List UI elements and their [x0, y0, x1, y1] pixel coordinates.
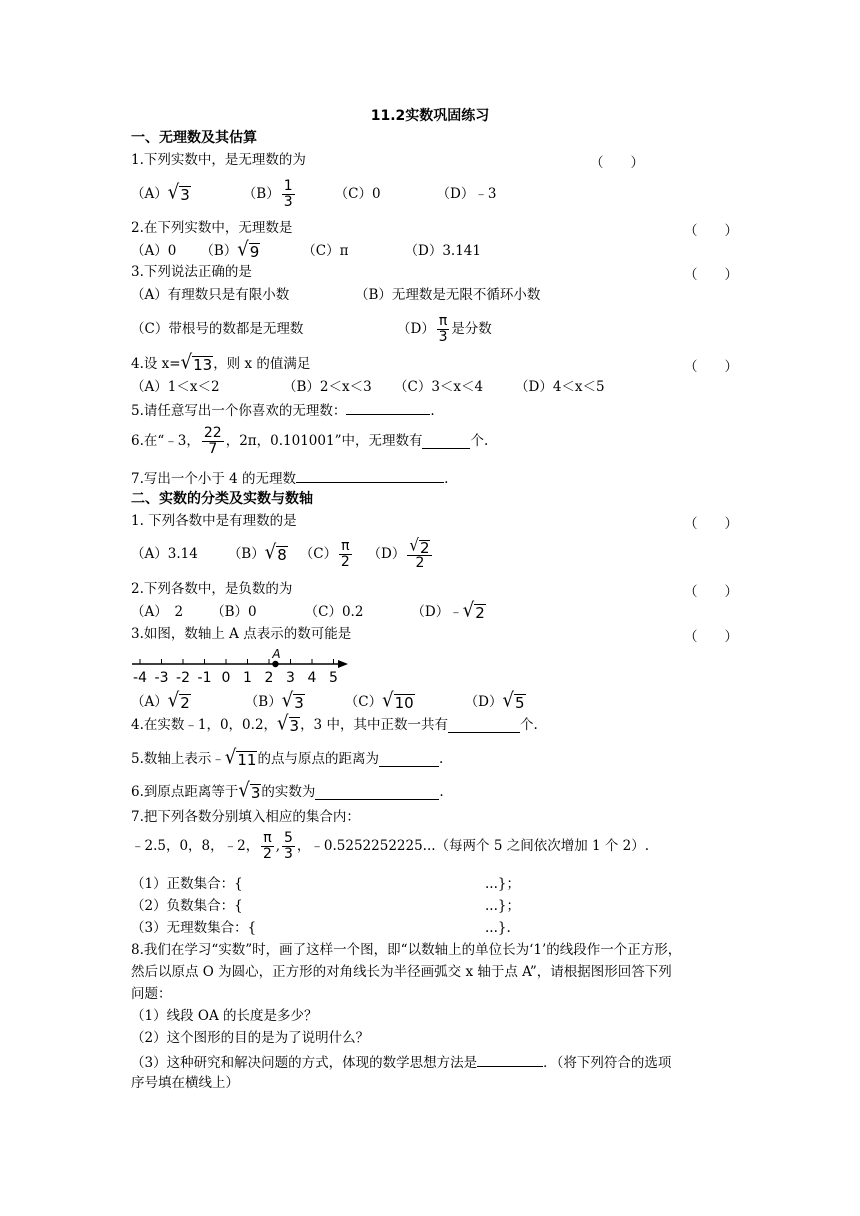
- s2-q8-sub-2: （2）这个图形的目的是为了说明什么？: [131, 1030, 370, 1046]
- s2-q8-sub-1: （1）线段 OA 的长度是多少？: [131, 1008, 318, 1024]
- s2-q3-option-b: （B）: [244, 694, 282, 710]
- number-line-tick-label: 3: [286, 670, 295, 686]
- s1-q3-option-d: （D）: [397, 321, 435, 337]
- sqrt-symbol: √ 2: [167, 688, 190, 712]
- s2-q2-option-b: （B）0: [211, 604, 257, 620]
- sqrt-symbol: √ 9: [237, 237, 260, 261]
- s1-q3-answer-paren: （ ）: [684, 267, 738, 283]
- s1-q2-option-b: （B）: [200, 243, 238, 259]
- number-line-tick-label: -3: [154, 670, 169, 686]
- s2-q3-options: [131, 688, 526, 713]
- number-line: [128, 646, 358, 688]
- answer-blank[interactable]: [422, 434, 470, 449]
- page-title: 11.2实数巩固练习: [370, 108, 490, 124]
- s1-q1-option-d: （D）﹣3: [436, 186, 497, 202]
- fraction-denominator: 2: [415, 554, 425, 571]
- s1-q1-answer-paren: （ ）: [590, 155, 644, 171]
- s2-q3-option-a: （A）: [131, 694, 168, 710]
- s2-q7-set-1-label: （1）正数集合：{: [131, 876, 243, 892]
- s2-q8-sub-3: [131, 1052, 671, 1072]
- sqrt-symbol: √ 11: [224, 745, 257, 769]
- s2-q1-option-c: （C）: [299, 546, 338, 562]
- fraction-numerator: π: [341, 537, 350, 554]
- fraction: [282, 831, 295, 862]
- s1-q7-text: 7.写出一个小于 4 的无理数: [131, 471, 297, 487]
- fraction-denominator: 2: [263, 845, 272, 862]
- answer-blank[interactable]: [379, 752, 439, 767]
- s1-q5: [131, 400, 435, 420]
- s2-q5-pre: 5.数轴上表示﹣: [131, 751, 225, 767]
- s1-q4-stem-post: ，则 x 的值满足: [213, 356, 311, 372]
- fraction: [407, 534, 432, 571]
- s2-q5-end: .: [438, 751, 444, 767]
- s2-q2-stem: 2.下列各数中，是负数的为: [131, 581, 293, 597]
- s1-q7: [131, 468, 448, 488]
- answer-blank[interactable]: [477, 1052, 543, 1067]
- fraction-numerator: π: [263, 829, 272, 846]
- s2-q7-list-post: ，﹣0.5252252225...（每两个 5 之间依次增加 1 个 2）.: [296, 838, 650, 854]
- s1-q1-options: [131, 176, 496, 212]
- sqrt-radicand: 10: [394, 694, 414, 712]
- s1-q1-option-b: （B）: [242, 186, 280, 202]
- sqrt-radicand: 3: [180, 186, 190, 204]
- sqrt-symbol: √ 10: [382, 688, 414, 712]
- s2-q5: [131, 745, 444, 770]
- fraction-denominator: 7: [208, 440, 218, 457]
- fraction: [282, 179, 295, 210]
- fraction-denominator: 2: [340, 553, 350, 570]
- s2-q1-options: [131, 534, 434, 574]
- s1-q4-option-d: （D）4＜x＜5: [515, 379, 605, 395]
- fraction: [339, 539, 351, 570]
- s2-q7-set-3-end: ...}.: [485, 920, 511, 936]
- sqrt-radicand: 11: [237, 751, 257, 769]
- sqrt-radicand: 2: [475, 604, 485, 622]
- s1-q5-text: 5.请任意写出一个你喜欢的无理数：: [131, 403, 347, 419]
- s2-q6-end: .: [439, 784, 444, 800]
- fraction-denominator: 3: [438, 328, 448, 345]
- s1-q2-option-a: （A）0: [131, 243, 177, 259]
- sqrt-symbol: √ 3: [238, 778, 261, 802]
- s2-q7-stem: 7.把下列各数分别填入相应的集合内：: [131, 809, 360, 825]
- s1-q7-end: .: [444, 471, 449, 487]
- sqrt-radicand: 2: [180, 694, 190, 712]
- fraction: [261, 831, 273, 862]
- number-line-point-a: [272, 661, 278, 667]
- s2-q1-stem: 1. 下列各数中是有理数的是: [131, 513, 297, 529]
- number-line-tick-label: 0: [221, 670, 231, 686]
- s1-q3-option-c: （C）带根号的数都是无理数: [131, 321, 304, 337]
- s1-q4-option-b: （B）2＜x＜3: [283, 379, 372, 395]
- number-line-tick-label: 4: [307, 670, 317, 686]
- answer-blank[interactable]: [296, 468, 444, 483]
- s1-q2-options: [131, 237, 481, 262]
- sqrt-radicand: 8: [277, 546, 287, 564]
- section-1-heading: 一、无理数及其估算: [131, 130, 257, 146]
- number-line-tick-label: 5: [329, 670, 338, 686]
- sqrt-radicand: 2: [419, 538, 430, 557]
- fraction: [202, 426, 224, 457]
- s1-q3-option-b: （B）无理数是无限不循环小数: [355, 287, 541, 303]
- s1-q5-end: .: [430, 403, 435, 419]
- sqrt-radicand: 3: [250, 784, 261, 802]
- s2-q1-option-d: （D）: [367, 546, 406, 562]
- s1-q1-option-c: （C）0: [334, 186, 381, 202]
- s2-q1-answer-paren: （ ）: [684, 516, 738, 532]
- s2-q4-end: 个.: [519, 717, 538, 733]
- number-line-tick-label: -1: [197, 670, 212, 686]
- s1-q6-post: ，2π，0.101001”中，无理数有: [225, 433, 423, 449]
- s1-q4-option-a: （A）1＜x＜2: [131, 379, 220, 395]
- number-line-tick-label: -4: [133, 670, 147, 686]
- s2-q8-sub-3-line-2: 序号填在横线上）: [131, 1075, 239, 1091]
- s2-q7-list-pre: ﹣2.5，0，8，﹣2，: [131, 838, 260, 854]
- point-a-label: A: [272, 647, 281, 661]
- answer-blank[interactable]: [346, 400, 430, 415]
- fraction-denominator: 3: [283, 845, 293, 862]
- s1-q2-answer-paren: （ ）: [684, 223, 738, 239]
- answer-blank[interactable]: [315, 785, 439, 800]
- s2-q3-stem: 3.如图，数轴上 A 点表示的数可能是: [131, 626, 352, 642]
- s2-q3-option-d: （D）: [464, 694, 503, 710]
- s1-q2-option-c: （C）π: [302, 243, 349, 259]
- section-2-heading: 二、实数的分类及实数与数轴: [131, 491, 313, 507]
- s2-q8-line-1: 8.我们在学习“实数”时，画了这样一个图，即“以数轴上的单位长为‘1’的线段作一个正方形，: [131, 942, 682, 958]
- s2-q2-option-a: （A） 2: [131, 604, 184, 620]
- sqrt-symbol: √ 2: [462, 598, 485, 622]
- s2-q8-line-2: 然后以原点 O 为圆心，正方形的对角线长为半径画弧交 x 轴于点 A”，请根据图形回答下列: [131, 964, 672, 980]
- sqrt-radicand: 5: [514, 694, 525, 712]
- s2-q5-post: 的点与原点的距离为: [257, 751, 379, 767]
- s2-q2-answer-paren: （ ）: [684, 584, 738, 600]
- s2-q4-post: ，3 中，其中正数一共有: [300, 717, 448, 733]
- s2-q2-option-d: （D）﹣: [411, 604, 463, 620]
- s1-q4-stem: [131, 350, 311, 375]
- s1-q6-end: 个.: [470, 433, 489, 449]
- sqrt-radicand: 3: [289, 717, 300, 735]
- s2-q1-option-b: （B）: [227, 546, 265, 562]
- s1-q4-stem-pre: 4.设 x=: [131, 356, 181, 372]
- s2-q6-pre: 6.到原点距离等于: [131, 784, 239, 800]
- s2-q1-option-a: （A）3.14: [131, 546, 198, 562]
- sqrt-symbol: √ 13: [180, 350, 213, 374]
- s1-q3-option-d-tail: 是分数: [451, 321, 492, 337]
- s2-q2-option-c: （C）0.2: [304, 604, 364, 620]
- s2-q6-post: 的实数为: [261, 784, 316, 800]
- s1-q3-option-a: （A）有理数只是有限小数: [131, 287, 290, 303]
- s2-q8-line-3: 问题：: [131, 986, 172, 1002]
- s2-q3-option-c: （C）: [344, 694, 383, 710]
- s1-q1-stem: 1.下列实数中，是无理数的为: [131, 152, 306, 168]
- s1-q6: [131, 423, 488, 459]
- s2-q2-options: [131, 598, 486, 623]
- fraction-numerator: 1: [283, 177, 293, 194]
- answer-blank[interactable]: [448, 718, 520, 733]
- s2-q7-set-2-end: ...}；: [485, 898, 520, 914]
- sqrt-symbol: √ 3: [167, 180, 190, 204]
- s2-q7-set-1-end: ...}；: [485, 876, 520, 892]
- sqrt-symbol: √ 8: [264, 540, 287, 564]
- s2-q4: [131, 711, 538, 736]
- s2-q4-pre: 4.在实数﹣1，0，0.2，: [131, 717, 278, 733]
- s1-q6-pre: 6.在“﹣3，: [131, 433, 200, 449]
- s1-q2-stem: 2.在下列实数中，无理数是: [131, 220, 293, 236]
- s2-q7-set-3-label: （3）无理数集合：{: [131, 920, 257, 936]
- number-line-tick-label: -2: [176, 670, 190, 686]
- number-line-arrow: [338, 660, 348, 668]
- s2-q7-list: ﹣2.5，0，8，﹣2， $\frac{\pi}{2}$ , $\frac{5}{3}$ ，﹣0.5252252225...（每两个 5 之间依次增加 1 个 2）.: [131, 829, 650, 862]
- sqrt-symbol: √ 3: [277, 711, 300, 735]
- s1-q4-answer-paren: （ ）: [684, 359, 738, 375]
- s1-q2-option-d: （D）3.141: [404, 243, 481, 259]
- s1-q1-option-a: （A）: [131, 186, 168, 202]
- number-line-tick-label: 2: [264, 670, 274, 686]
- sqrt-symbol: √ 3: [281, 688, 304, 712]
- fraction-denominator: 3: [283, 193, 293, 210]
- fraction-numerator: π: [438, 312, 448, 329]
- sqrt-symbol: √ 2: [409, 534, 430, 557]
- sqrt-radicand: 9: [249, 243, 260, 261]
- sqrt-radicand: 3: [294, 694, 304, 712]
- fraction-numerator: 5: [283, 829, 293, 846]
- number-line-tick-label: 1: [243, 670, 252, 686]
- s2-q3-answer-paren: （ ）: [684, 629, 738, 645]
- sqrt-radicand: 13: [193, 356, 213, 374]
- s2-q8-sub-3-post: ．（将下列符合的选项: [543, 1055, 672, 1071]
- s2-q8-sub-3-pre: （3）这种研究和解决问题的方式，体现的数学思想方法是: [131, 1055, 478, 1071]
- s1-q3-option-d-row: [397, 311, 492, 347]
- s1-q3-stem: 3.下列说法正确的是: [131, 264, 252, 280]
- s2-q7-set-2-label: （2）负数集合：{: [131, 898, 243, 914]
- fraction-numerator: 22: [203, 424, 222, 441]
- s2-q6: [131, 778, 444, 803]
- fraction: [437, 314, 449, 345]
- s1-q4-option-c: （C）3＜x＜4: [394, 379, 484, 395]
- sqrt-symbol: √ 5: [502, 688, 525, 712]
